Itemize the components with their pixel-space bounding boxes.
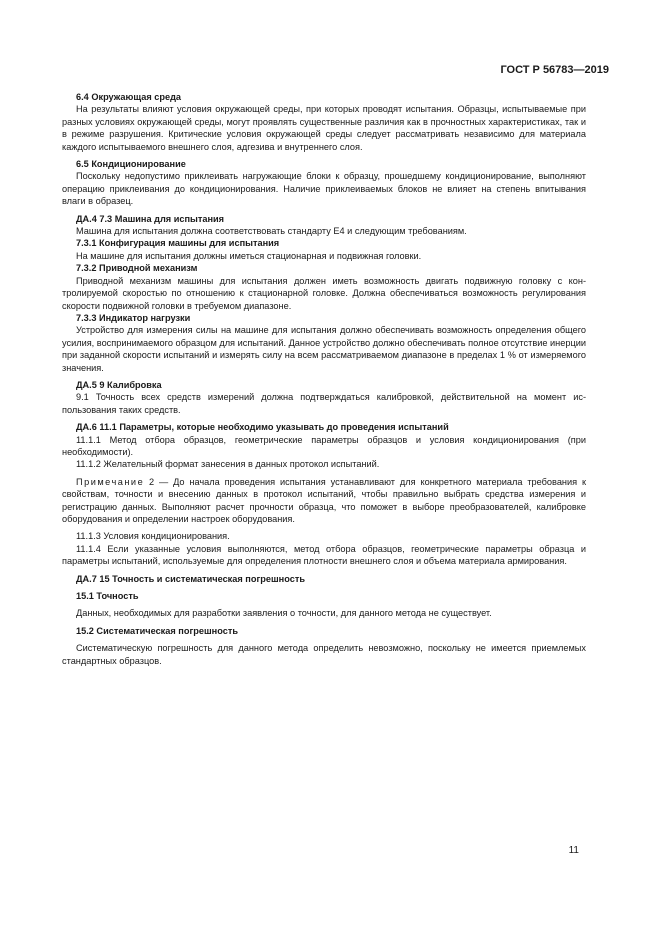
section-7-3-3-title: 7.3.3 Индикатор нагрузки [76,312,191,323]
note-2 [62,476,586,526]
section-15-1-text: Данных, необходимых для разработки заявления о точности, для данного метода не существует. [76,608,492,619]
section-7-3-2-text: Приводной механизм машины для испытания должен иметь возможность двигать подвижную головку с контролируемой скоростью по отношению к стационарной головке. Должна обеспечиваться возможность регулирования скорости подвижной головки в требуемом диапазоне. [62,275,586,311]
section-15-2-text: Систематическую погрешность для данного метода определить невозможно, поскольку не имеется приемлемых стандартных образцов. [62,643,586,666]
section-15-2-title: 15.2 Систематическая погрешность [76,625,238,636]
section-11-1-3-text: 11.1.3 Условия кондиционирования. [76,531,230,542]
section-da4-title: ДА.4 7.3 Машина для испытания [76,213,225,224]
document-body [62,91,586,667]
section-da7-title: ДА.7 15 Точность и систематическая погрешность [76,573,305,584]
section-6-4-text: На результаты влияют условия окружающей среды, при которых проводят испытания. Образцы, испытываемые при разных условиях окружающей среды, могут проявлять существенные различия как в прочностных характеристиках, так и в режиме разрушения. Критические условия окружающей среды следует рассматривать независимо для материала каждого испытываемого внешнего слоя, адгезива и внутреннего слоя. [62,104,586,152]
section-7-3-2-title: 7.3.2 Приводной механизм [76,263,198,274]
section-6-5-text: Поскольку недопустимо приклеивать нагружающие блоки к образцу, прошедшему кондиционирование, выполняют операцию приклеивания до кондиционирования. Наличие приклеиваемых блоков не влияет на степень впитывания влаги в образец. [62,171,586,207]
section-7-3-1-title: 7.3.1 Конфигурация машины для испытания [76,238,280,249]
section-da6-title: ДА.6 11.1 Параметры, которые необходимо указывать до проведения испытаний [76,422,449,433]
note-label: Примечание [76,476,145,487]
section-da4-text: Машина для испытания должна соответствовать стандарту Е4 и следующим требованиям. [76,226,467,237]
section-15-1-title: 15.1 Точность [76,591,139,602]
section-7-3-3-text: Устройство для измерения силы на машине для испытания должно обеспечивать возможность определения общего усилия, воспринимаемого образцом для испытаний. Данное устройство должно обеспечивать полное отсутствие инерции при заданной скорости испытаний и измерять силу на всем рассматриваемом диапазоне в пределах 1 % от измеряемого значения. [62,325,586,373]
section-11-1-2-text: 11.1.2 Желательный формат занесения в данных протокол испытаний. [76,459,380,470]
section-11-1-4-text: 11.1.4 Если указанные условия выполняются, метод отбора образцов, геометрические параметры образца и параметры испытаний, используемые для определения плотности внешнего слоя и объема материала армирования. [62,543,586,567]
section-6-4-title: 6.4 Окружающая среда [76,92,182,102]
section-da5-title: ДА.5 9 Калибровка [76,379,162,390]
section-6-5-title: 6.5 Кондиционирование [76,159,186,170]
standard-code-header: ГОСТ Р 56783—2019 [500,64,609,76]
section-da5-text: 9.1 Точность всех средств измерений должна подтверждаться калибровкой, действительной на момент использования таких средств. [62,392,586,415]
section-7-3-1-text: На машине для испытания должны иметься стационарная и подвижная головки. [76,250,422,261]
note-text: 2 — До начала проведения испытания устанавливают для конкретного материала требования к свойствам, точности и внесению данных в протокол испытаний, чтобы правильно выбрать средства измерения и регистрацию данных. Выполняют расчет прочности образца, что поможет в выборе преобразователей, калибровке оборудования и определении настроек оборудования. [62,476,586,524]
page-number: 11 [568,845,579,856]
section-11-1-1-text: 11.1.1 Метод отбора образцов, геометрические параметры образцов и условия кондиционирования (при необходимости). [62,434,586,457]
